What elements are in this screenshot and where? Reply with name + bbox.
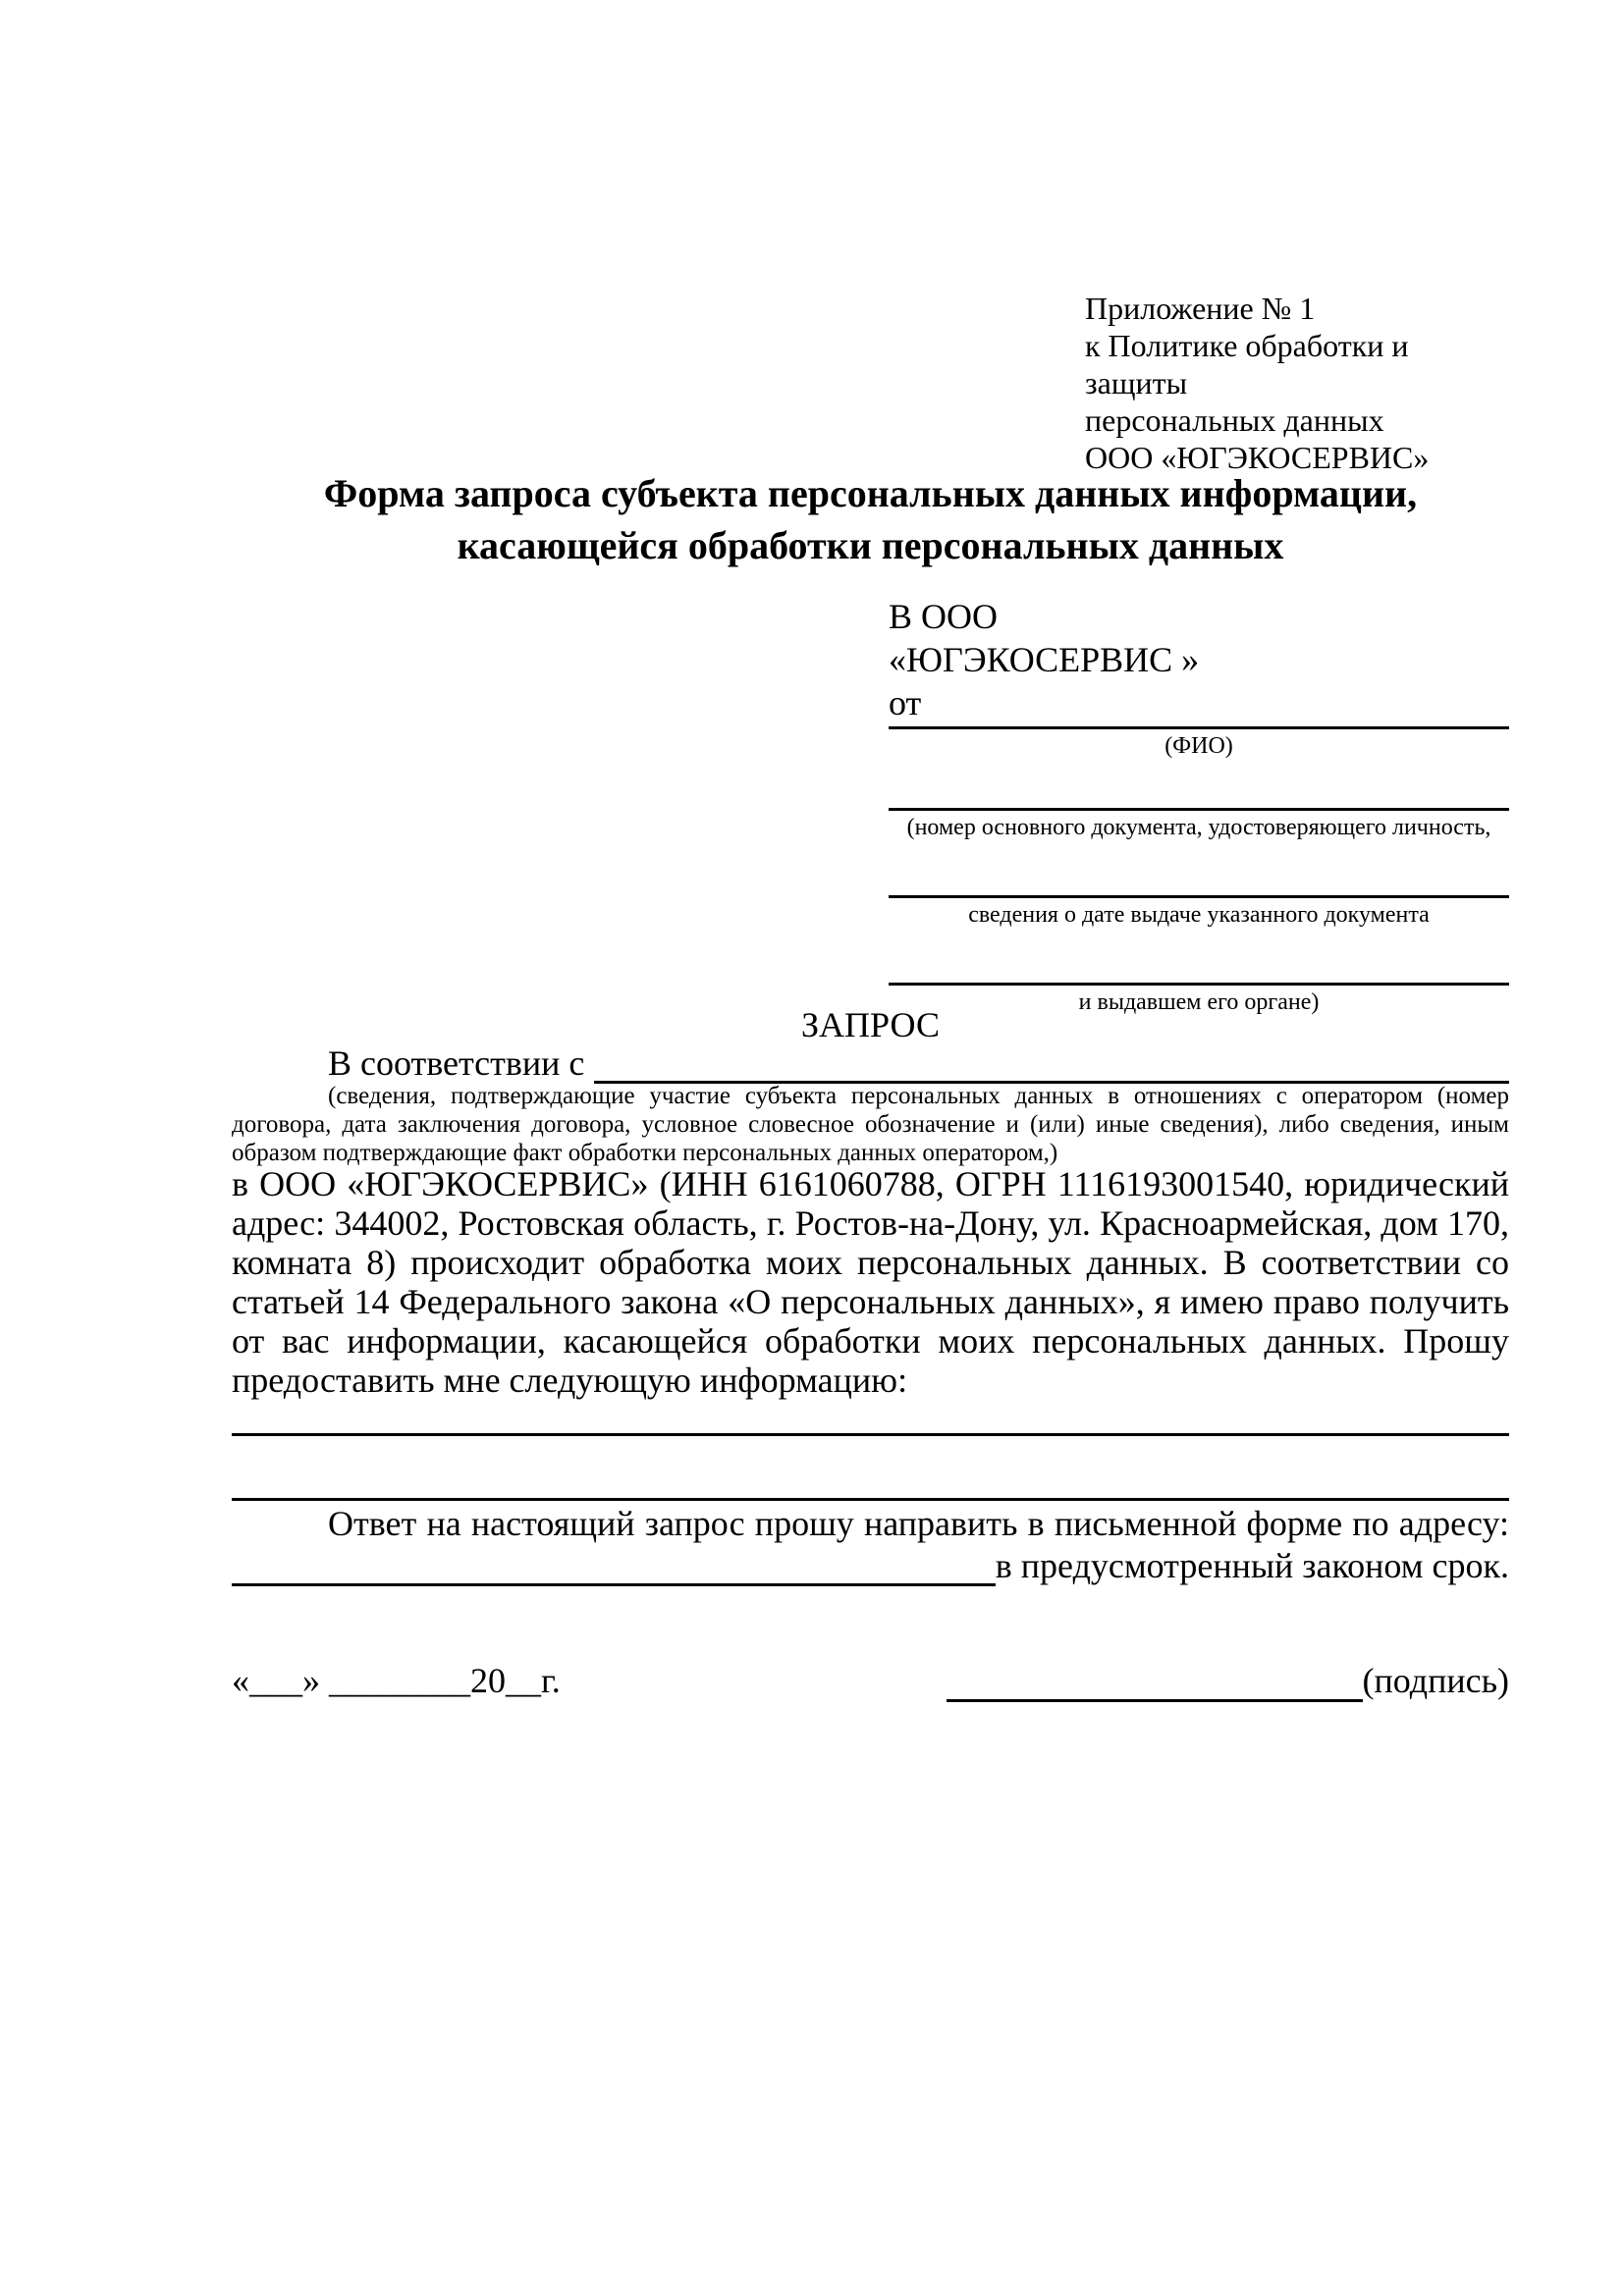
issuing-authority-caption: и выдавшем его органе)	[1078, 989, 1320, 1015]
addressee-block	[889, 595, 1509, 1017]
signature-row	[232, 1659, 1509, 1702]
page-title-line: касающейся обработки персональных данных	[457, 523, 1284, 567]
appendix-note-line: персональных данных	[1085, 402, 1384, 438]
issue-date-field	[889, 895, 1509, 930]
fio-field	[889, 726, 1509, 761]
signature-blank-line	[947, 1662, 1363, 1702]
request-body-paragraph: в ООО «ЮГЭКОСЕРВИС» (ИНН 6161060788, ОГРН 1116193001540, юридический адрес: 344002, Ростовская область, г. Ростов-на-Дону, ул. Красноармейская, дом 170, комната 8) происходит обработка моих персональных данных. В соответствии со статьей 14 Федерального закона «О персональных данных», я имею право получить от вас информации, касающейся обработки моих персональных данных. Прошу предоставить мне следующую информацию:	[232, 1164, 1509, 1400]
fio-caption: (ФИО)	[1164, 733, 1233, 759]
reply-deadline-text: в предусмотренный законом срок.	[995, 1546, 1509, 1585]
page-title-line: Форма запроса субъекта персональных данных информации,	[323, 471, 1418, 515]
information-blank-line-2	[232, 1463, 1509, 1501]
page-title	[232, 467, 1509, 571]
information-blank-line-1	[232, 1398, 1509, 1436]
accordance-prefix: В соответствии с	[328, 1043, 585, 1083]
issue-date-caption: сведения о дате выдаче указанного документа	[968, 902, 1430, 928]
appendix-note-line: ООО «ЮГЭКОСЕРВИС»	[1085, 440, 1430, 475]
addressee-org-line: В ООО	[889, 597, 999, 636]
accordance-row	[232, 1042, 1509, 1084]
document-number-field	[889, 808, 1509, 842]
reply-address-row	[232, 1545, 1509, 1586]
accordance-blank-line	[594, 1043, 1509, 1084]
reply-sentence: Ответ на настоящий запрос прошу направить в письменной форме по адресу:	[328, 1504, 1509, 1543]
request-heading: ЗАПРОС	[801, 1005, 940, 1044]
addressee-from-label: от	[889, 683, 922, 722]
document-content	[232, 0, 1509, 2296]
document-number-caption: (номер основного документа, удостоверяющего личность,	[906, 815, 1491, 840]
fine-print-note: (сведения, подтверждающие участие субъекта персональных данных в отношениях с оператором (номер договора, дата заключения договора, условное словесное обозначение и (или) иные сведения), либо сведения, иным образом подтверждающие факт обработки персональных данных оператором,)	[232, 1083, 1509, 1166]
appendix-note-line: к Политике обработки и защиты	[1085, 328, 1409, 400]
reply-address-blank-line	[232, 1546, 996, 1586]
appendix-note-line: Приложение № 1	[1085, 291, 1316, 326]
date-blank-text: «___» ________20__г.	[232, 1661, 561, 1700]
addressee-org-name: «ЮГЭКОСЕРВИС »	[889, 640, 1200, 679]
signature-caption: (подпись)	[1362, 1661, 1509, 1700]
appendix-note	[1085, 290, 1509, 476]
